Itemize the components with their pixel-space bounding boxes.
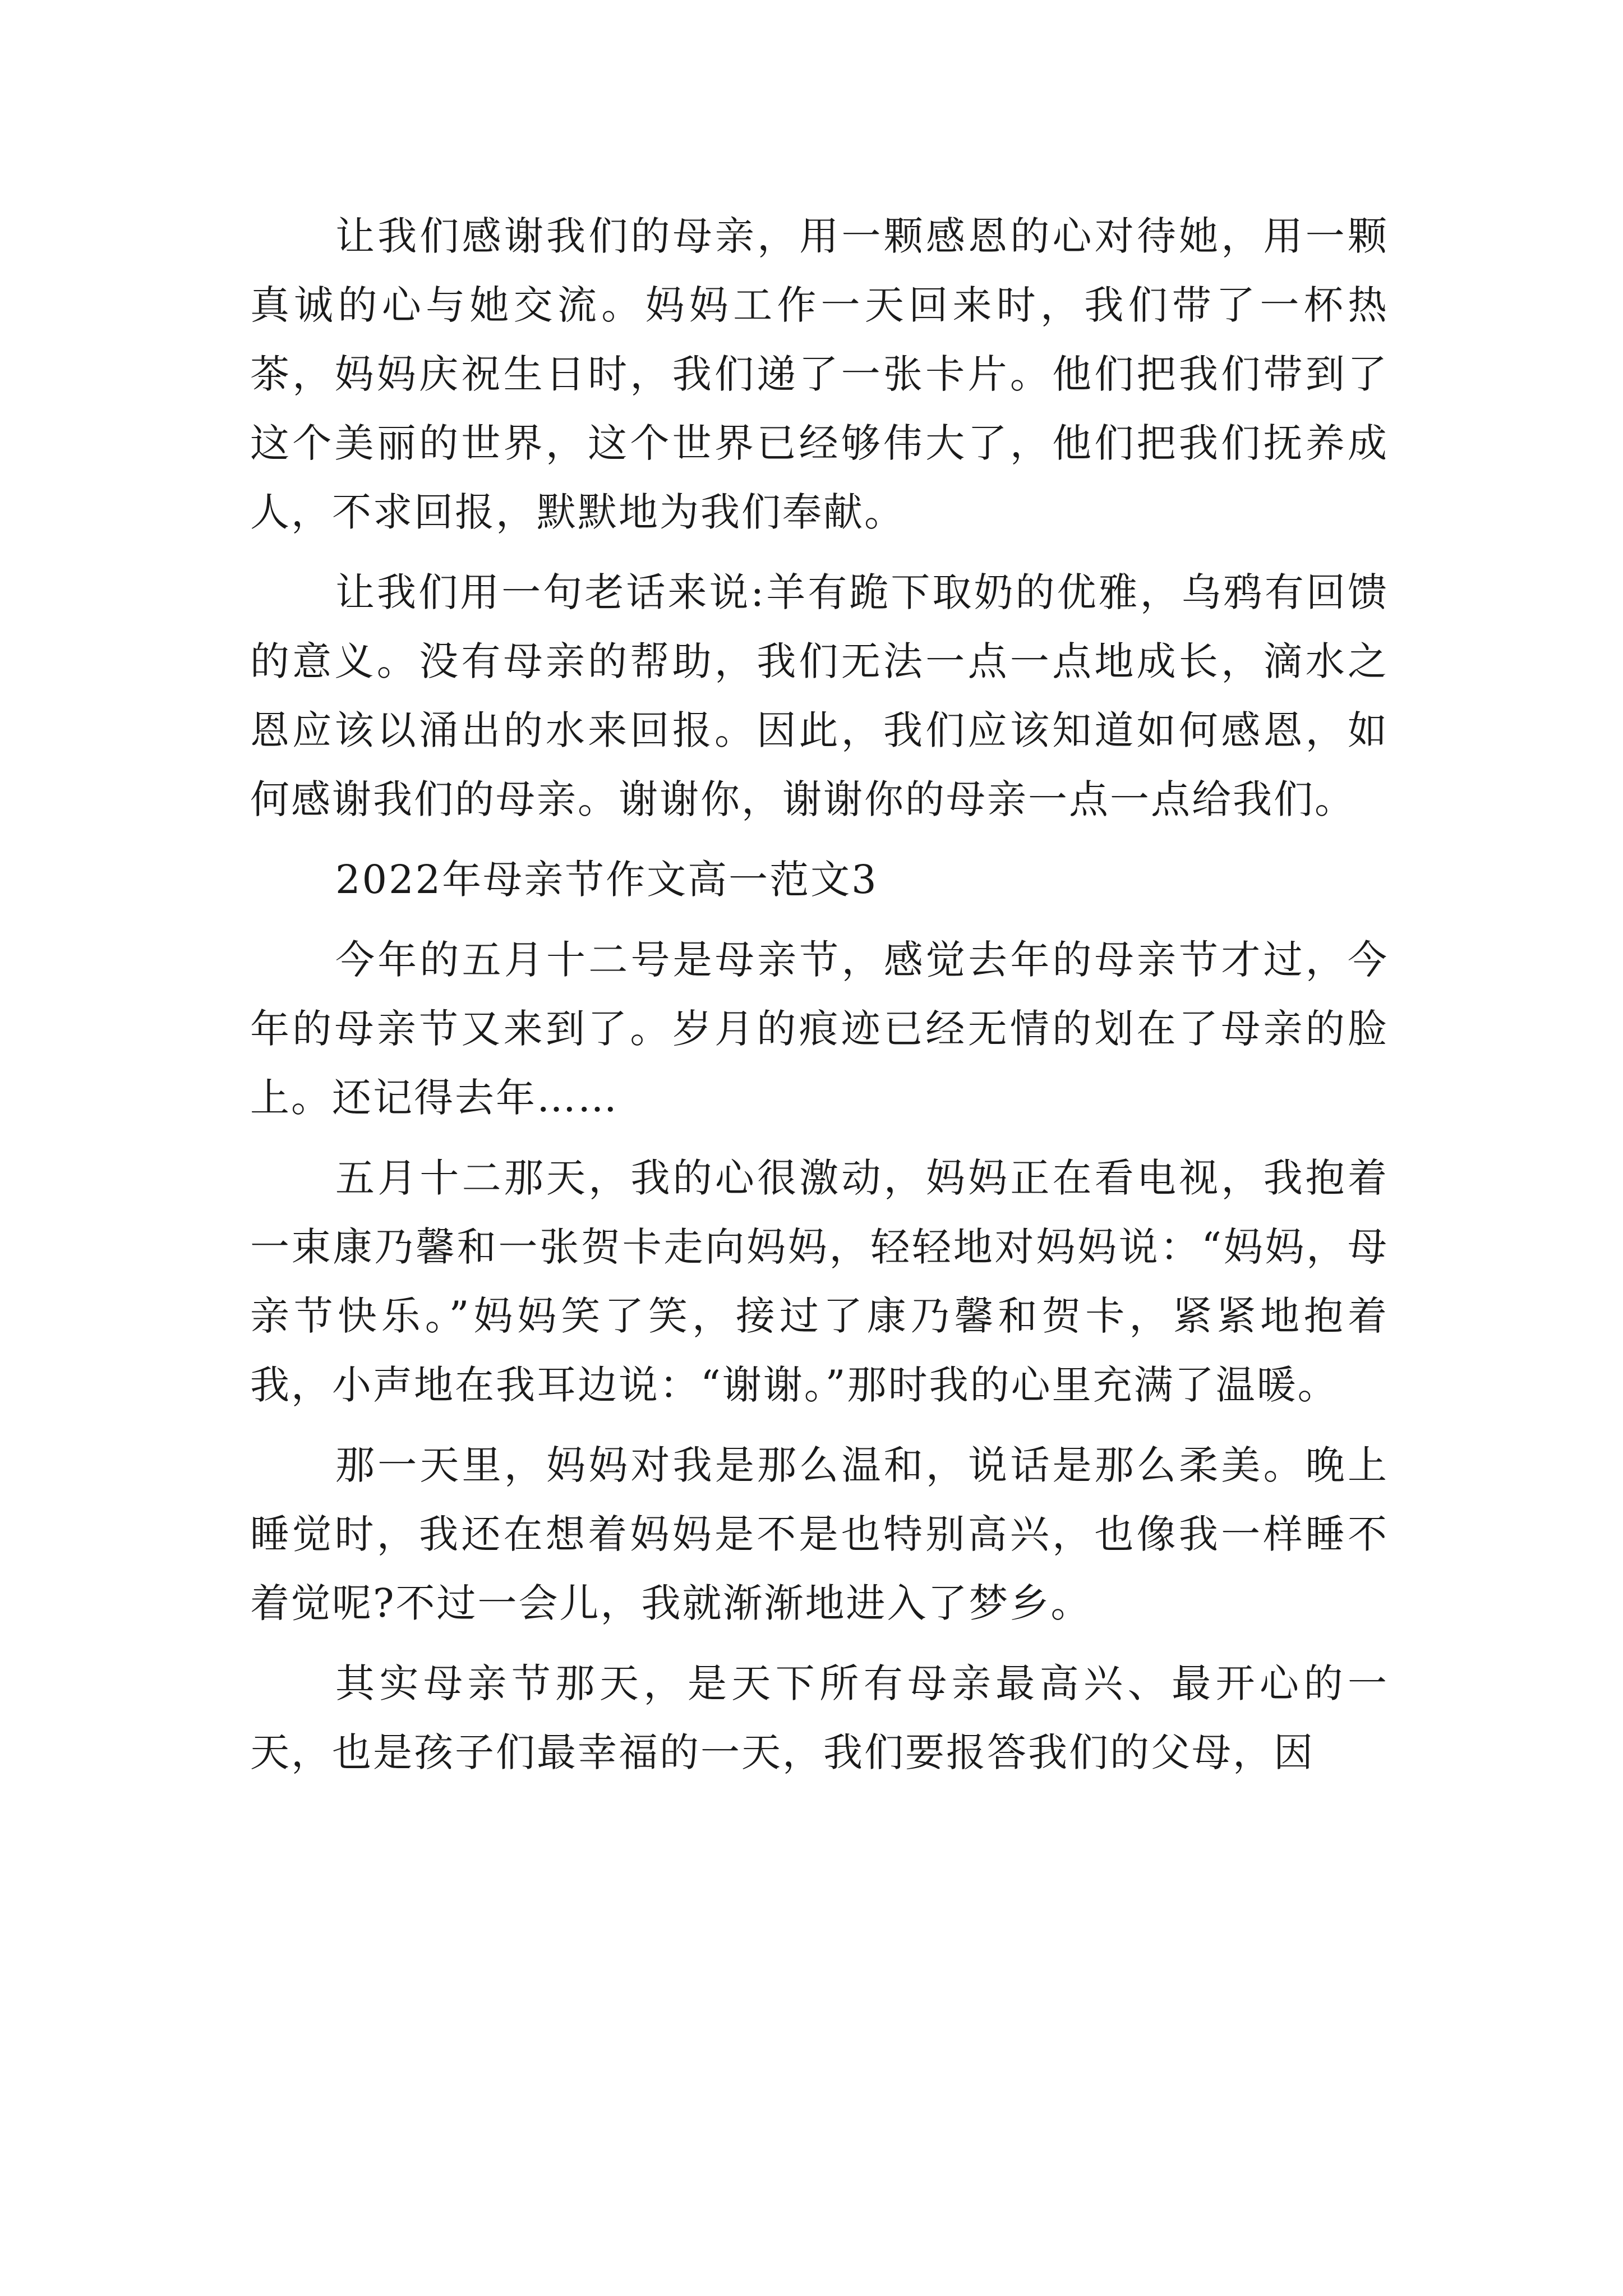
section-title: 2022年母亲节作文高一范文3 [335,857,878,903]
paragraph: 让我们感谢我们的母亲，用一颗感恩的心对待她，用一颗真诚的心与她交流。妈妈工作一天回来时，我们带了一杯热茶，妈妈庆祝生日时，我们递了一张卡片。他们把我们带到了这个美丽的世界，这个世界已经够伟大了，他们把我们抚养成人，不求回报，默默地为我们奉献。 [250,213,1389,535]
paragraph: 其实母亲节那天，是天下所有母亲最高兴、最开心的一天，也是孩子们最幸福的一天，我们要报答我们的父母，因 [250,1660,1389,1775]
paragraph: 五月十二那天，我的心很激动，妈妈正在看电视，我抱着一束康乃馨和一张贺卡走向妈妈，轻轻地对妈妈说：“妈妈，母亲节快乐。”妈妈笑了笑，接过了康乃馨和贺卡，紧紧地抱着我，小声地在我耳边说：“谢谢。”那时我的心里充满了温暖。 [250,1155,1389,1408]
document-body [250,202,1389,1798]
paragraph: 让我们用一句老话来说:羊有跪下取奶的优雅，乌鸦有回馈的意义。没有母亲的帮助，我们无法一点一点地成长，滴水之恩应该以涌出的水来回报。因此，我们应该知道如何感恩，如何感谢我们的母亲。谢谢你，谢谢你的母亲一点一点给我们。 [250,569,1389,822]
paragraph: 今年的五月十二号是母亲节，感觉去年的母亲节才过，今年的母亲节又来到了。岁月的痕迹已经无情的划在了母亲的脸上。还记得去年…… [250,937,1389,1121]
paragraph: 那一天里，妈妈对我是那么温和，说话是那么柔美。晚上睡觉时，我还在想着妈妈是不是也特别高兴，也像我一样睡不着觉呢?不过一会儿，我就渐渐地进入了梦乡。 [250,1442,1389,1626]
